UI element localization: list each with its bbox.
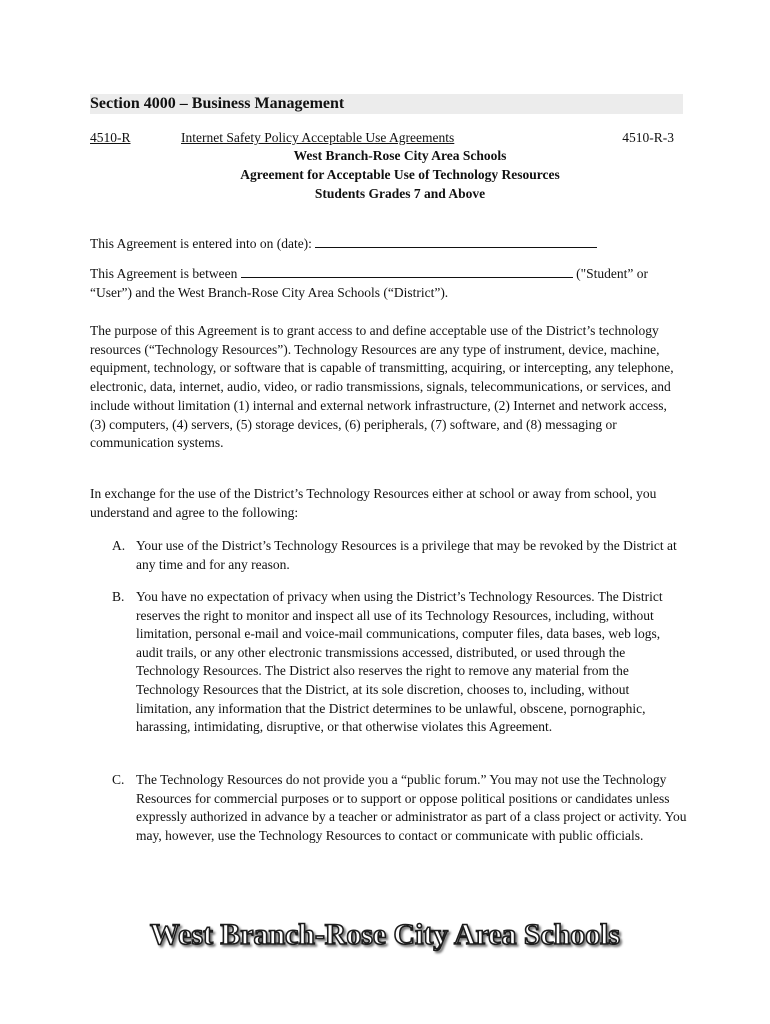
student-name-blank [241, 265, 573, 278]
policy-title: Internet Safety Policy Acceptable Use Agreements [181, 130, 455, 145]
date-line [90, 235, 684, 254]
list-item-text: You have no expectation of privacy when using the District’s Technology Resources. The District reserves the right to monitor and inspect all use of its Technology Resources, including, without limitation, personal e-mail and voice-mail communications, computer files, data bases, web logs, audit trails, or any other electronic transmissions accessed, distributed, or used through the Technology Resources. The District also reserves the right to remove any material from the Technology Resources that the District, at its sole discretion, chooses to, including, without limitation, any information that the District determines to be unlawful, obscene, pornographic, harassing, intimidating, disruptive, or that otherwise violates this Agreement. [136, 589, 663, 735]
exchange-paragraph: In exchange for the use of the District’s Technology Resources either at school or away from school, you understand and agree to the following: [90, 486, 657, 520]
document-heading [90, 146, 710, 203]
district-logo [140, 912, 630, 956]
list-item [112, 537, 687, 574]
parties-label: This Agreement is between [90, 266, 241, 281]
purpose-paragraph: The purpose of this Agreement is to grant access to and define acceptable use of the District’s technology resources (“Technology Resources”). Technology Resources are any type of instrument, device, machine, equipment, technology, or software that is capable of transmitting, acquiring, or intercepting, any telephone, electronic, data, internet, audio, video, or radio transmissions, signals, telecommunications, or services, and include without limitation (1) internal and external network infrastructure, (2) Internet and network access, (3) computers, (4) servers, (5) storage devices, (6) peripherals, (7) software, and (8) messaging or communication systems. [90, 323, 674, 451]
list-item [112, 588, 687, 737]
list-marker: A. [112, 538, 126, 553]
list-marker: C. [112, 772, 125, 787]
policy-reference-row [90, 129, 674, 147]
parties-paragraph [90, 265, 684, 302]
section-title: Section 4000 – Business Management [90, 95, 345, 112]
policy-number: 4510-R [90, 130, 131, 145]
list-item-text: Your use of the District’s Technology Resources is a privilege that may be revoked by the District at any time and for any reason. [136, 538, 677, 572]
parties-line-2: “User”) and the West Branch-Rose City Area Schools (“District”). [90, 284, 449, 300]
district-name: West Branch-Rose City Area Schools [293, 148, 507, 163]
date-blank [315, 235, 597, 248]
agreement-title: Agreement for Acceptable Use of Technology Resources [240, 167, 560, 182]
list-item-text: The Technology Resources do not provide you a “public forum.” You may not use the Technology Resources for commercial purposes or to support or oppose political positions or candidates unless expressly authorized in advance by a teacher or administrator as part of a class project or activity. You may, however, use the Technology Resources to contact or communicate with public officials. [136, 772, 687, 843]
parties-suffix: ("Student” or [572, 266, 648, 281]
audience-line: Students Grades 7 and Above [314, 186, 486, 201]
date-label: This Agreement is entered into on (date): [90, 236, 316, 251]
logo-text: West Branch-Rose City Area Schools [150, 918, 620, 951]
list-marker: B. [112, 589, 125, 604]
list-item [112, 771, 687, 845]
page-number: 4510-R-3 [622, 130, 674, 145]
